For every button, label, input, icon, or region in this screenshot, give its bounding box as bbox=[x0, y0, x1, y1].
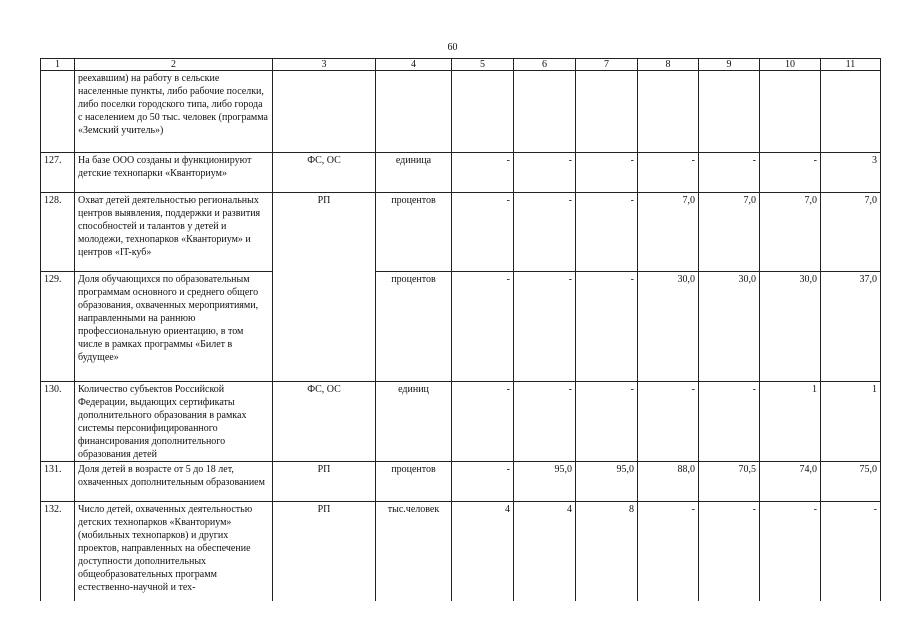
value-cell: 95,0 bbox=[576, 462, 638, 502]
col-header: 9 bbox=[699, 59, 760, 71]
value-cell: - bbox=[514, 382, 576, 462]
value-cell: 8 bbox=[576, 502, 638, 602]
value-cell: 30,0 bbox=[760, 272, 821, 382]
unit: процентов bbox=[376, 462, 452, 502]
indicator-name: Доля обучающихся по образовательным программам основного и среднего общего образования, охваченных мероприятиями, направленными на раннюю профессиональную ориентацию, в том числе в рамках программы «Билет в будущее» bbox=[75, 272, 273, 382]
value-cell: 3 bbox=[821, 153, 881, 193]
col-header: 10 bbox=[760, 59, 821, 71]
unit: единиц bbox=[376, 382, 452, 462]
value-cell: - bbox=[638, 153, 699, 193]
value-cell: - bbox=[638, 382, 699, 462]
col-header: 4 bbox=[376, 59, 452, 71]
table-row bbox=[41, 502, 881, 602]
column-number-header bbox=[41, 59, 881, 71]
value-cell: 37,0 bbox=[821, 272, 881, 382]
indicator-name: реехавшим) на работу в сельские населенные пункты, либо рабочие поселки, либо поселки городского типа, либо города с населением до 50 тыс. человек (программа «Земский учитель») bbox=[75, 71, 273, 153]
value-cell bbox=[821, 71, 881, 153]
indicator-name: На базе ООО созданы и функционируют детские технопарки «Кванториум» bbox=[75, 153, 273, 193]
value-cell: - bbox=[576, 382, 638, 462]
row-number: 129. bbox=[41, 272, 75, 382]
value-cell: - bbox=[576, 193, 638, 272]
value-cell: - bbox=[576, 153, 638, 193]
value-cell: 95,0 bbox=[514, 462, 576, 502]
value-cell: 7,0 bbox=[821, 193, 881, 272]
row-number: 132. bbox=[41, 502, 75, 602]
col-header: 3 bbox=[273, 59, 376, 71]
value-cell: 88,0 bbox=[638, 462, 699, 502]
value-cell: 1 bbox=[760, 382, 821, 462]
source bbox=[273, 272, 376, 382]
table-row bbox=[41, 382, 881, 462]
row-number bbox=[41, 71, 75, 153]
source: ФС, ОС bbox=[273, 153, 376, 193]
value-cell: - bbox=[699, 153, 760, 193]
value-cell: - bbox=[514, 193, 576, 272]
col-header: 11 bbox=[821, 59, 881, 71]
source: РП bbox=[273, 462, 376, 502]
col-header: 1 bbox=[41, 59, 75, 71]
source: РП bbox=[273, 502, 376, 602]
value-cell: 70,5 bbox=[699, 462, 760, 502]
col-header: 8 bbox=[638, 59, 699, 71]
table-row-continuation bbox=[41, 71, 881, 153]
value-cell: - bbox=[760, 502, 821, 602]
value-cell bbox=[452, 71, 514, 153]
row-number: 128. bbox=[41, 193, 75, 272]
indicator-name: Количество субъектов Российской Федерации, выдающих сертификаты дополнительного образования в рамках системы персонифицированного финансирования дополнительного образования детей bbox=[75, 382, 273, 462]
value-cell: 75,0 bbox=[821, 462, 881, 502]
indicators-table bbox=[40, 58, 881, 601]
value-cell bbox=[514, 71, 576, 153]
page-number: 60 bbox=[447, 42, 458, 53]
value-cell: - bbox=[699, 502, 760, 602]
value-cell bbox=[699, 71, 760, 153]
value-cell: - bbox=[638, 502, 699, 602]
value-cell: - bbox=[514, 272, 576, 382]
value-cell: - bbox=[452, 462, 514, 502]
value-cell: 7,0 bbox=[699, 193, 760, 272]
value-cell: 30,0 bbox=[638, 272, 699, 382]
value-cell: - bbox=[452, 272, 514, 382]
row-number: 131. bbox=[41, 462, 75, 502]
value-cell: - bbox=[576, 272, 638, 382]
row-number: 130. bbox=[41, 382, 75, 462]
table-row bbox=[41, 272, 881, 382]
source: РП bbox=[273, 193, 376, 272]
source bbox=[273, 71, 376, 153]
value-cell: - bbox=[514, 153, 576, 193]
value-cell bbox=[638, 71, 699, 153]
unit: тыс.человек bbox=[376, 502, 452, 602]
col-header: 6 bbox=[514, 59, 576, 71]
unit bbox=[376, 71, 452, 153]
value-cell: - bbox=[821, 502, 881, 602]
indicator-name: Доля детей в возрасте от 5 до 18 лет, охваченных дополнительным образованием bbox=[75, 462, 273, 502]
unit: процентов bbox=[376, 272, 452, 382]
value-cell bbox=[760, 71, 821, 153]
source: ФС, ОС bbox=[273, 382, 376, 462]
table-row bbox=[41, 462, 881, 502]
value-cell: 7,0 bbox=[638, 193, 699, 272]
unit: единица bbox=[376, 153, 452, 193]
value-cell: 4 bbox=[452, 502, 514, 602]
value-cell: - bbox=[452, 153, 514, 193]
table-row bbox=[41, 193, 881, 272]
col-header: 5 bbox=[452, 59, 514, 71]
unit: процентов bbox=[376, 193, 452, 272]
value-cell: - bbox=[452, 382, 514, 462]
value-cell: 74,0 bbox=[760, 462, 821, 502]
value-cell: 4 bbox=[514, 502, 576, 602]
value-cell: 30,0 bbox=[699, 272, 760, 382]
value-cell: - bbox=[760, 153, 821, 193]
indicator-name: Число детей, охваченных деятельностью детских технопарков «Кванториум» (мобильных технопарков) и других проектов, направленных на обеспечение доступности дополнительных общеобразовательных программ естественно-научной и тех- bbox=[75, 502, 273, 602]
row-number: 127. bbox=[41, 153, 75, 193]
table-row bbox=[41, 153, 881, 193]
value-cell bbox=[576, 71, 638, 153]
indicator-name: Охват детей деятельностью региональных центров выявления, поддержки и развития способностей и талантов у детей и молодежи, технопарков «Кванториум» и центров «IT-куб» bbox=[75, 193, 273, 272]
value-cell: - bbox=[452, 193, 514, 272]
value-cell: 1 bbox=[821, 382, 881, 462]
col-header: 2 bbox=[75, 59, 273, 71]
value-cell: 7,0 bbox=[760, 193, 821, 272]
col-header: 7 bbox=[576, 59, 638, 71]
value-cell: - bbox=[699, 382, 760, 462]
